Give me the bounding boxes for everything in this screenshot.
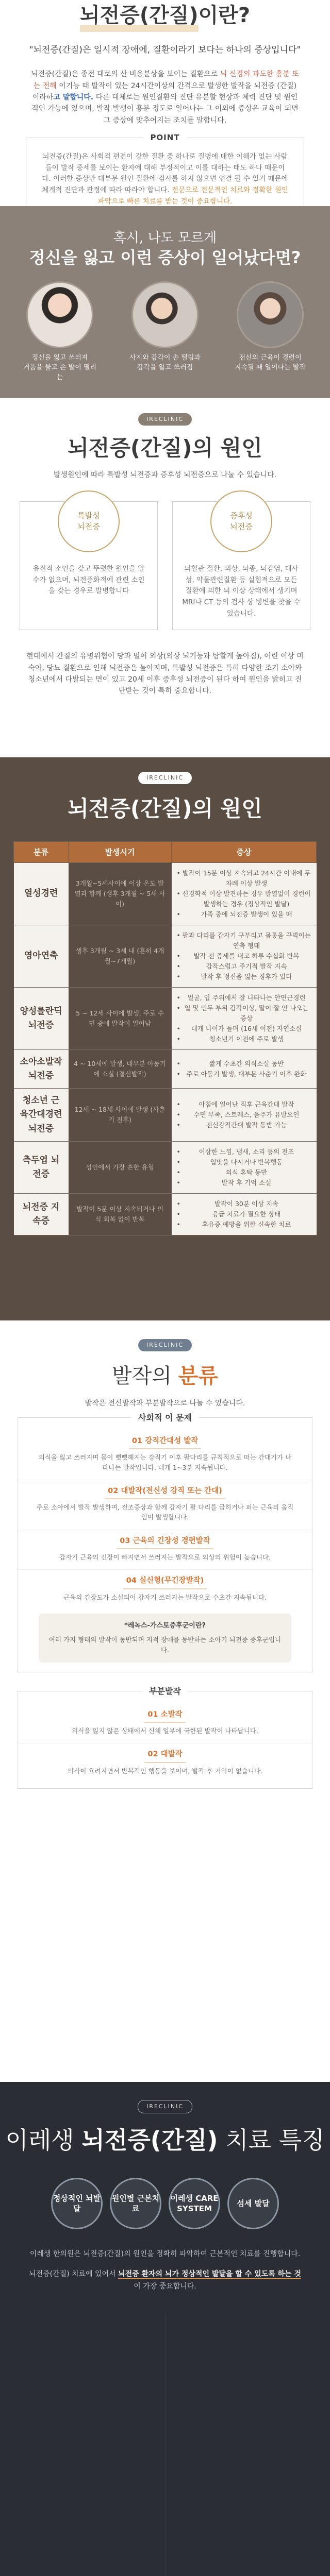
point-box: POINT 뇌전증(간질)은 사회적 편견이 강한 질환 중 하나로 질병에 대한 이해가 없는 사람들이 발작 증세를 보이는 환자에 대해 부정적이고 이를 대하는 태도 하나 때문이다. 이러한 증상만 대부분 원인 질환에 검사를 하지 않으면 연결 될 수 있기 때문에 체계적 진단과 판정에 따라 따라야 합니다. 전문으로 전문적인 치료와 정확한 원인 파악으로 빠른 치료를 받는 것이 중요합니다. (26, 138, 304, 206)
symptom-text: • 아침에 일어난 직후 근육간대 발작 (177, 1099, 311, 1110)
symptom-text: • 발작 후 정신을 잃는 징후가 있다 (177, 972, 311, 982)
note-box: *레녹스-가스토증후군이란? 여러 가지 형태의 발작이 동반되며 지적 장애를 동반하는 소아기 뇌전증 증후군입니다. (39, 1614, 291, 1663)
seizure-text: 주로 소아에서 발작 발생하며, 전조증상과 함께 갑자기 팔 다리를 굽히거나 펴는 근육의 움직임이 발생합니다. (36, 1503, 294, 1521)
clinic-badge: IRECLINIC (138, 2100, 192, 2113)
table-row (14, 1193, 317, 1235)
seizure-item (18, 1530, 312, 1570)
seizure-item (18, 1743, 312, 1783)
symptom-photo (131, 281, 199, 348)
cause-section (0, 398, 330, 757)
symptom-photo (26, 281, 93, 348)
seizure-text: 갑자기 근육의 긴장이 빠지면서 쓰러지는 발작으로 외상의 위험이 높습니다. (59, 1553, 271, 1562)
symptom-text: • 입 및 인두 부위 감각이상, 말이 잘 안 나오는 증상 (177, 1003, 311, 1024)
table-header: 분류 (14, 841, 69, 862)
cause-title: 뇌전증(간질)의 원인 (68, 435, 262, 461)
treatment-text: 이레생 한의원은 뇌전증(간질)의 원인을 정확히 파악하여 근본적인 치료를 진행합니다. 뇌전증(간질) 치료에 있어서 뇌전증 환자의 뇌가 정상적인 발달을 할 수 있도록 하는 것이 가장 중요합니다. (29, 2250, 301, 2291)
classification-table (13, 841, 317, 1235)
seizure-item (18, 1570, 312, 1609)
seizure-desc: 발작은 전신발작과 부분발작으로 나눌 수 있습니다. (85, 1399, 245, 1408)
row-period: 성인에서 가장 흔한 유형 (69, 1141, 172, 1193)
row-symptoms (172, 862, 317, 925)
cause-label: 특발성 뇌전증 (58, 490, 120, 552)
symptom-text: • 수면 부족, 스트레스, 음주가 유발요인 (177, 1110, 311, 1120)
row-category: 청소년 근육간대경련 뇌전증 (14, 1089, 69, 1142)
symptom-item: 사지와 감각이 손 떨림과 감각을 잃고 쓰러짐 (126, 281, 204, 383)
symptom-text: • 의식 혼탁 동반 (177, 1167, 311, 1178)
symptom-title: 정신을 잃고 이런 증상이 일어났다면? (29, 248, 301, 268)
symptom-text: • 팔과 다리를 갑자기 구부리고 몸통을 꾸벅이는 연축 형태 (177, 930, 311, 951)
row-category: 소아소발작 뇌전증 (14, 1049, 69, 1088)
symptom-text: • 이상한 느낌, 냄새, 소리 등의 전조 (177, 1147, 311, 1157)
symptom-text: • 전신강직간대 발작 동반 가능 (177, 1120, 311, 1130)
symptom-section (0, 206, 330, 398)
feature-list (0, 2178, 330, 2229)
symptom-text: • 얼굴, 입 주위에서 잘 나타나는 안면근경련 (177, 993, 311, 1003)
intro-body: 뇌전증(간질)은 종전 대로의 산 비용분상을 보이는 질환으로 뇌 신경의 과도한 흥분 또는 전해 이기능 때 발작이 있는 24시간이상의 간격으로 발생한 발작을 뇌전증 (간질)이라하고 말합니다. 다른 대체로는 원인질환의 진단 유분할 현상과 체력 진단 및 원인적인 가능에 있으며, 발작 발생이 흥분 정도로 일어나는 그 이외에 증상은 교육이 되면 그 증상에 맞추어지는 조치를 말합니다. (31, 70, 299, 125)
seizure-heading: 01 소발작 (144, 1709, 185, 1723)
table-row (14, 925, 317, 987)
table-header-row (14, 841, 317, 862)
row-category: 뇌전증 지속증 (14, 1193, 69, 1235)
symptom-subtitle: 혹시, 나도 모르게 (113, 230, 217, 246)
table-row (14, 987, 317, 1049)
feature-circle: 정상적인 뇌발달 (51, 2178, 103, 2229)
seizure-heading: 03 근육의 긴장성 경련발작 (117, 1535, 213, 1549)
clinic-badge: IRECLINIC (138, 772, 192, 784)
classification-title: 뇌전증(간질)의 원인 (68, 795, 262, 821)
clinic-badge: IRECLINIC (138, 413, 192, 426)
row-period: 생후 3개월 ~ 3세 내 (흔히 4개월~7개월) (69, 925, 172, 987)
seizure-item (18, 1704, 312, 1744)
row-period: 발작이 5분 이상 지속되거나 의식 회복 없이 반복 (69, 1193, 172, 1235)
table-row (14, 862, 317, 925)
symptom-text: • 가족 중에 뇌전증 발생이 있을 때 (177, 909, 311, 920)
generalized-group (18, 1412, 312, 1672)
divider (165, 2314, 166, 2576)
symptom-text: • 청소년기 이전에 주로 발생 (177, 1034, 311, 1044)
row-category: 영아연축 (14, 925, 69, 987)
row-category: 측두엽 뇌전증 (14, 1141, 69, 1193)
table-row (14, 1089, 317, 1142)
symptom-text: • 발작이 15분 이상 지속되고 24시간 이내에 두 차례 이상 발생 (177, 868, 311, 889)
row-symptoms (172, 925, 317, 987)
seizure-heading: 01 강직간대성 발작 (129, 1435, 201, 1449)
seizure-item (18, 1480, 312, 1530)
seizure-text: 근육의 긴장도가 소실되어 갑자기 쓰러지는 발작으로 수초간 지속됩니다. (63, 1593, 267, 1601)
seizure-heading: 04 실신형(무긴장발작) (123, 1575, 207, 1589)
symptom-text: • 발작 전 증세를 내고 하루 수십회 반복 (177, 951, 311, 961)
point-label: POINT (143, 131, 187, 144)
treatment-title: 이레생 뇌전증(간질) 치료 특징 (5, 2126, 325, 2154)
row-symptoms (172, 1089, 317, 1142)
row-period: 4 ~ 10세에 발생, 대부분 아동기에 소실 (결신발작) (69, 1049, 172, 1088)
row-period: 12세 ~ 18세 사이에 발생 (사춘기 전후) (69, 1089, 172, 1142)
seizure-heading: 02 대발작 (144, 1749, 185, 1762)
symptom-photo (237, 281, 304, 348)
table-row (14, 1141, 317, 1193)
symptom-text: • 신경학적 이상 발견하는 경우 발열없이 경련이 발생하는 경우 (정상적인 발달) (177, 889, 311, 909)
table-header: 발생시기 (69, 841, 172, 862)
symptom-text: • 발작이 30분 이상 지속 (177, 1199, 311, 1209)
intro-section (0, 0, 330, 206)
seizure-heading: 02 대발작(전신성 강직 또는 간대) (105, 1485, 225, 1499)
symptom-text: • 입맛을 다시거나 반복행동 (177, 1157, 311, 1167)
intro-quote: "뇌전증(간질)은 일시적 장애에, 질환이라기 보다는 하나의 증상입니다" (29, 45, 301, 55)
cause-bottom-text: 현대에서 간질의 유병위험이 당과 멀어 외상(외상 뇌기능과 탐할게 높아짐), 어린 이상 미숙아, 당뇨 질환으로 인해 뇌전증은 높아지며, 특발성 뇌전증은 특히 다양한 조기 소아와 청소년에서 다발되는 면이 있고 20세 이후 증후성 뇌전증이 된다 하여 원인을 밝히고 진단받는 것이 특히 중요합니다. (26, 652, 304, 696)
group-label: 부분발작 (142, 1685, 188, 1698)
row-symptoms (172, 1193, 317, 1235)
feature-circle: 이레생 CARE SYSTEM (169, 2178, 220, 2229)
cause-desc: 발생원인에 따라 특발성 뇌전증과 증후성 뇌전증으로 나눌 수 있습니다. (53, 470, 277, 479)
seizure-text: 의식이 흐려지면서 반복적인 행동을 보이며, 발작 후 기억이 없습니다. (68, 1767, 262, 1775)
table-row (14, 1049, 317, 1088)
row-period: 5 ~ 12세 사이에 발생, 주로 수면 중에 발작이 일어남 (69, 987, 172, 1049)
table-header: 증상 (172, 841, 317, 862)
row-category: 열성경련 (14, 862, 69, 925)
symptom-text: • 발작 후 기억 소실 (177, 1178, 311, 1188)
seizure-title: 발작의 분류 (112, 1364, 218, 1388)
seizure-text: 의식을 잃지 않은 상태에서 신체 일부에 국한된 발작이 나타납니다. (72, 1726, 258, 1735)
classification-section (0, 757, 330, 1320)
seizure-item (18, 1430, 312, 1480)
row-symptoms (172, 987, 317, 1049)
symptom-text: • 짧게 수초간 의식소실 동반 (177, 1059, 311, 1069)
cause-box-idiopathic: 특발성 뇌전증 유전적 소인을 갖고 뚜렷한 원인을 알 수가 없으며, 뇌전증화적에 관련 소인을 갖는 경우로 발병합니다 (20, 501, 158, 630)
symptom-list (0, 281, 330, 383)
symptom-text: • 대개 나이가 들며 (16세 이전) 자연소실 (177, 1024, 311, 1034)
treatment-section (0, 2082, 330, 2576)
seizure-type-section (0, 1320, 330, 2082)
clinic-badge: IRECLINIC (138, 1339, 192, 1351)
partial-group (18, 1686, 312, 1789)
row-category: 양성롤란딕 뇌전증 (14, 987, 69, 1049)
seizure-text: 의식을 잃고 쓰러지며 몸이 뻣뻣해지는 강직기 이후 팔다리를 규칙적으로 떠는 간대기가 나타나는 발작입니다. 대개 1~3분 지속됩니다. (38, 1453, 292, 1471)
row-symptoms (172, 1049, 317, 1088)
feature-circle: 원인별 근본치료 (110, 2178, 161, 2229)
cause-box-symptomatic: 증후성 뇌전증 뇌혈관 질환, 외상, 뇌종, 뇌감염, 대사성, 약물관련질환 등 실험적으로 모든 질환에 의한 뇌 이상 상태에서 생기며 MRI나 CT 등의 검사 상 병변을 찾을 수 있습니다. (172, 501, 310, 630)
row-symptoms (172, 1141, 317, 1193)
symptom-item: 정신을 잃고 쓰러져 거품을 물고 손 발이 떨리는 (21, 281, 98, 383)
row-period: 3개월~5세사이에 이상 온도 발열과 함께 (생후 3개월 ~ 5세 사이) (69, 862, 172, 925)
group-label: 사회적 이 문제 (131, 1411, 199, 1425)
page-title: 뇌전증(간질)이란? (0, 3, 330, 32)
symptom-text: • 응급 치료가 필요한 상태 (177, 1209, 311, 1219)
symptom-item: 전신의 근육이 경련이 지속될 때 일어나는 발작 (232, 281, 309, 383)
feature-circle: 섬세 발달 (227, 2178, 279, 2229)
symptom-text: • 갑작스럽고 주기적 발작 지속 (177, 961, 311, 972)
cause-label: 증후성 뇌전증 (210, 490, 272, 552)
symptom-text: • 후유증 예방을 위한 신속한 치료 (177, 1219, 311, 1230)
symptom-text: • 주로 아동기 발생, 대부분 사춘기 이후 완화 (177, 1069, 311, 1079)
